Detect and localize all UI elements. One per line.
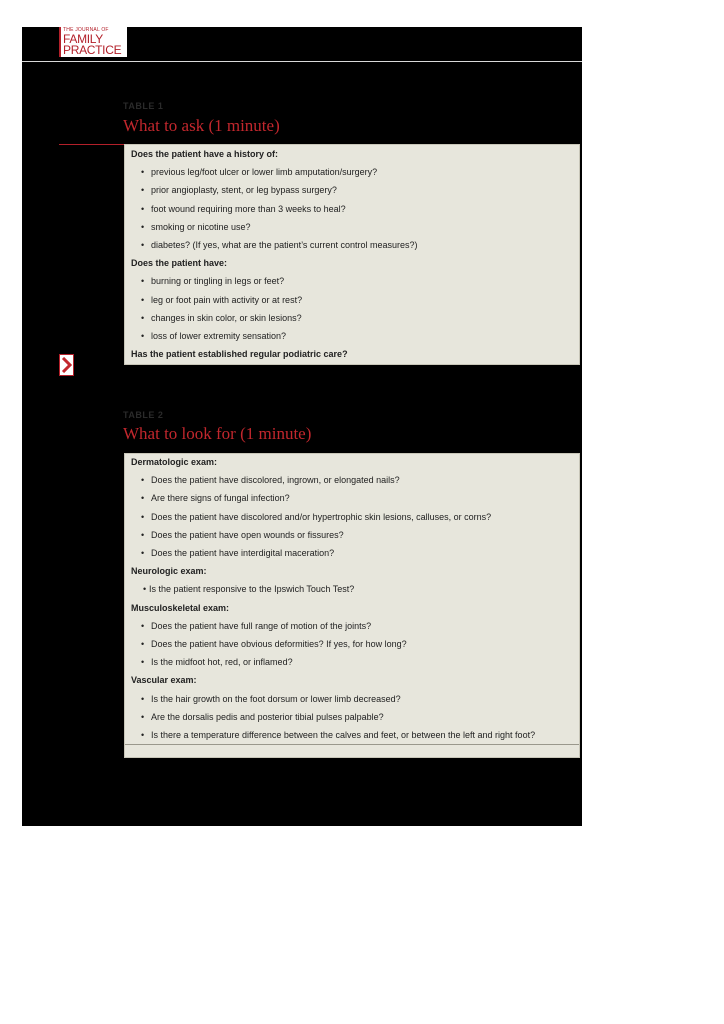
row-text: Musculoskeletal exam: bbox=[131, 602, 230, 613]
row-text: Does the patient have open wounds or fissures? bbox=[151, 529, 344, 540]
row-text: Is the hair growth on the foot dorsum or lower limb decreased? bbox=[151, 693, 401, 704]
next-arrow-icon[interactable] bbox=[59, 354, 74, 376]
list-item bbox=[141, 512, 491, 522]
list-item bbox=[141, 694, 401, 704]
list-item bbox=[141, 240, 417, 250]
row-text: foot wound requiring more than 3 weeks to heal? bbox=[151, 203, 346, 214]
journal-logo[interactable] bbox=[59, 27, 127, 57]
journal-page bbox=[22, 27, 582, 826]
bullet-icon: • bbox=[141, 221, 145, 232]
row-text: Are there signs of fungal infection? bbox=[151, 493, 290, 504]
row-text: Does the patient have discolored, ingrown, or elongated nails? bbox=[151, 475, 400, 486]
row-text: prior angioplasty, stent, or leg bypass surgery? bbox=[151, 185, 337, 196]
row-text: Does the patient have discolored and/or hypertrophic skin lesions, calluses, or corns? bbox=[151, 511, 492, 522]
bullet-icon: • bbox=[141, 203, 145, 214]
logo-line-1: FAMILY bbox=[63, 32, 103, 46]
list-item bbox=[143, 584, 354, 594]
bullet-icon: • bbox=[141, 657, 145, 668]
row-text: Does the patient have interdigital maceration? bbox=[151, 548, 335, 558]
bullet-icon: • bbox=[141, 475, 145, 486]
bullet-icon: • bbox=[141, 294, 145, 305]
bullet-icon: • bbox=[141, 548, 145, 558]
list-item bbox=[141, 712, 384, 722]
row-text: Is the midfoot hot, red, or inflamed? bbox=[151, 657, 293, 668]
row-text: changes in skin color, or skin lesions? bbox=[151, 312, 302, 323]
row-text: Dermatologic exam: bbox=[131, 457, 218, 467]
row-text: Does the patient have: bbox=[131, 258, 228, 269]
list-item bbox=[141, 621, 371, 631]
logo-line-2: PRACTICE bbox=[63, 43, 122, 57]
row-text: Does the patient have full range of motion of the joints? bbox=[151, 620, 372, 631]
bullet-icon: • bbox=[141, 693, 145, 704]
section-heading bbox=[131, 457, 217, 467]
section-heading bbox=[131, 258, 227, 268]
bullet-icon: • bbox=[141, 312, 145, 323]
list-item bbox=[141, 548, 334, 558]
bullet-icon: • bbox=[141, 711, 145, 722]
row-text: Has the patient established regular podiatric care? bbox=[131, 349, 348, 360]
row-text: Does the patient have obvious deformities? If yes, for how long? bbox=[151, 639, 407, 649]
logo-top-text: THE JOURNAL OF bbox=[63, 27, 109, 33]
row-text: Is the patient responsive to the Ipswich Touch Test? bbox=[149, 584, 355, 595]
bullet-icon: • bbox=[141, 167, 145, 178]
bullet-icon: • bbox=[141, 639, 145, 649]
table2-label: TABLE 2 bbox=[123, 410, 164, 420]
bullet-icon: • bbox=[141, 620, 145, 631]
list-item bbox=[141, 639, 407, 649]
list-item bbox=[141, 167, 377, 177]
bullet-icon: • bbox=[141, 331, 145, 341]
section-heading bbox=[131, 349, 348, 359]
list-item bbox=[141, 493, 290, 503]
table2-bottom-rule bbox=[125, 744, 579, 745]
bullet-icon: • bbox=[141, 185, 145, 196]
table1-label: TABLE 1 bbox=[123, 101, 164, 111]
section-heading bbox=[131, 675, 197, 685]
table1-title: What to ask (1 minute) bbox=[123, 116, 280, 135]
list-item bbox=[141, 295, 302, 305]
bullet-icon: • bbox=[141, 493, 145, 504]
header-divider bbox=[22, 61, 582, 62]
list-item bbox=[141, 657, 293, 667]
list-item bbox=[141, 276, 284, 286]
list-item bbox=[141, 475, 400, 485]
table1-box bbox=[124, 144, 580, 365]
list-item bbox=[141, 313, 302, 323]
row-text: Is there a temperature difference between the calves and feet, or between the left and right foot? bbox=[151, 730, 536, 740]
list-item bbox=[141, 331, 286, 341]
row-text: Are the dorsalis pedis and posterior tibial pulses palpable? bbox=[151, 711, 384, 722]
row-text: diabetes? (If yes, what are the patient’s current control measures?) bbox=[151, 240, 418, 250]
row-text: Neurologic exam: bbox=[131, 566, 207, 577]
list-item bbox=[141, 730, 535, 740]
bullet-icon: • bbox=[141, 730, 145, 740]
list-item bbox=[141, 222, 251, 232]
row-text: Does the patient have a history of: bbox=[131, 149, 279, 159]
list-item bbox=[141, 204, 346, 214]
section-heading bbox=[131, 149, 278, 159]
table2-box bbox=[124, 453, 580, 758]
list-item bbox=[141, 530, 344, 540]
section-heading bbox=[131, 603, 229, 613]
section-heading bbox=[131, 566, 207, 576]
row-text: Vascular exam: bbox=[131, 675, 197, 686]
bullet-icon: • bbox=[143, 584, 147, 595]
list-item bbox=[141, 185, 337, 195]
bullet-icon: • bbox=[141, 511, 145, 522]
row-text: loss of lower extremity sensation? bbox=[151, 331, 287, 341]
row-text: smoking or nicotine use? bbox=[151, 221, 251, 232]
bullet-icon: • bbox=[141, 240, 145, 250]
table2-title: What to look for (1 minute) bbox=[123, 424, 312, 443]
row-text: leg or foot pain with activity or at rest? bbox=[151, 294, 303, 305]
row-text: burning or tingling in legs or feet? bbox=[151, 276, 285, 287]
row-text: previous leg/foot ulcer or lower limb amputation/surgery? bbox=[151, 167, 378, 178]
bullet-icon: • bbox=[141, 529, 145, 540]
bullet-icon: • bbox=[141, 276, 145, 287]
